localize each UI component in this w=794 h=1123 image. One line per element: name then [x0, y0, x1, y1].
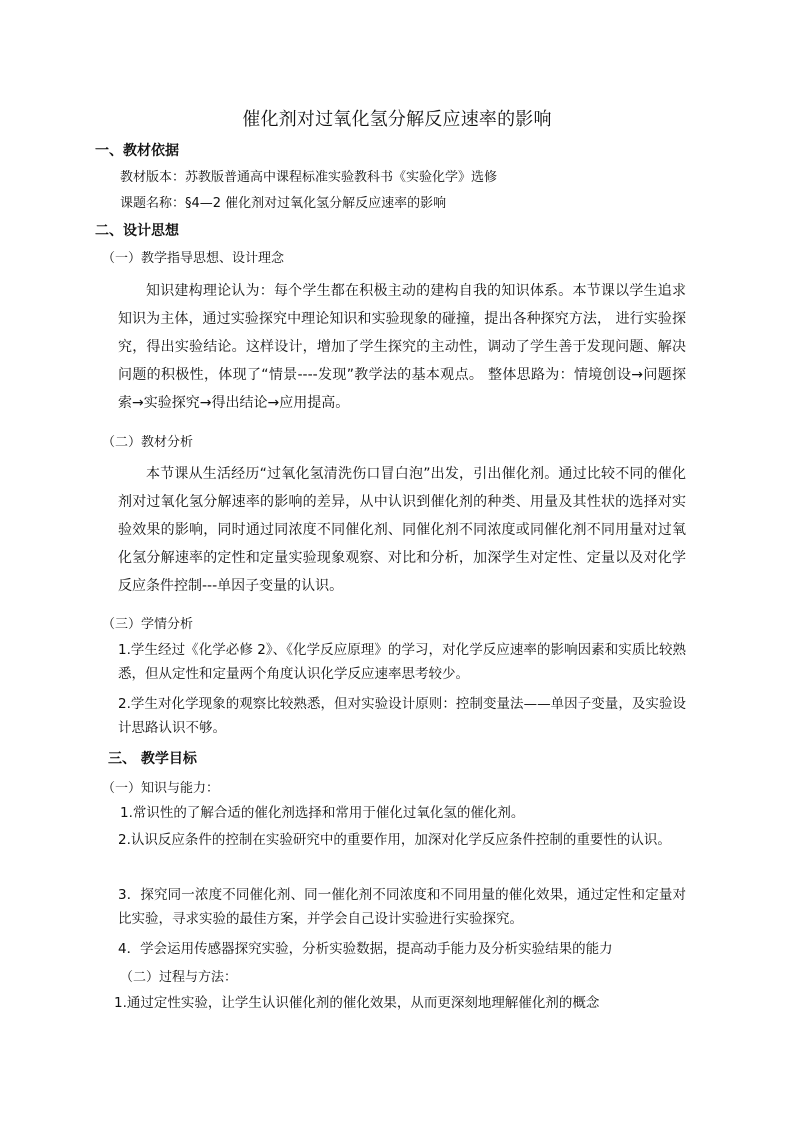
- knowledge-ability-item-1: 1.常识性的了解合适的催化剂选择和常用于催化过氧化氢的催化剂。: [120, 805, 525, 821]
- subsection-heading-process-method: （二）过程与方法：: [120, 970, 238, 985]
- knowledge-ability-item-4: 4．学会运用传感器探究实验，分析实验数据，提高动手能力及分析实验结果的能力: [118, 941, 613, 957]
- paragraph-design-philosophy: 知识建构理论认为：每个学生都在积极主动的建构自我的知识体系。本节课以学生追求知识为主体，通过实验探究中理论知识和实验现象的碰撞，提出各种探究方法， 进行实验探究，得出实验结论。这样设计，增加了学生探究的主动性，调动了学生善于发现问题、解决问题的积极性，体现了“情景----发现”教学法的基本观点。 整体思路为：情境创设→问题探索→实验探究→得出结论→应用提高。: [118, 283, 686, 411]
- subsection-heading-knowledge-ability: （一）知识与能力：: [102, 781, 220, 796]
- document-title: 催化剂对过氧化氢分解反应速率的影响: [242, 109, 552, 130]
- section-heading-1: 一、教材依据: [95, 143, 179, 159]
- paragraph-textbook-analysis: 本节课从生活经历“过氧化氢清洗伤口冒白泡”出发，引出催化剂。通过比较不同的催化剂对过氧化氢分解速率的影响的差异，从中认识到催化剂的种类、用量及其性状的选择对实验效果的影响，同时通过同浓度不同催化剂、同催化剂不同浓度或同催化剂不同用量对过氧化氢分解速率的定性和定量实验现象观察、对比和分析，加深学生对定性、定量以及对化学反应条件控制---单因子变量的认识。: [118, 466, 686, 594]
- subsection-heading-design-philosophy: （一）教学指导思想、设计理念: [102, 251, 285, 266]
- learner-analysis-item-2: 2.学生对化学现象的观察比较熟悉，但对实验设计原则：控制变量法——单因子变量，及实验设计思路认识不够。: [118, 696, 686, 736]
- section-heading-3: 三、 教学目标: [108, 751, 197, 767]
- textbook-version-line: 教材版本：苏教版普通高中课程标准实验教科书《实验化学》选修: [120, 170, 498, 185]
- process-method-item-1: 1.通过定性实验，让学生认识催化剂的催化效果，从而更深刻地理解催化剂的概念: [114, 995, 600, 1011]
- knowledge-ability-item-2: 2.认识反应条件的控制在实验研究中的重要作用，加深对化学反应条件控制的重要性的认识。: [118, 832, 671, 848]
- subsection-heading-textbook-analysis: （二）教材分析: [102, 435, 194, 450]
- knowledge-ability-item-3: 3．探究同一浓度不同催化剂、同一催化剂不同浓度和不同用量的催化效果，通过定性和定量对比实验，寻求实验的最佳方案，并学会自己设计实验进行实验探究。: [118, 887, 686, 927]
- lesson-name-line: 课题名称：§4—2 催化剂对过氧化氢分解反应速率的影响: [120, 196, 447, 211]
- section-heading-2: 二、设计思想: [95, 223, 179, 239]
- learner-analysis-item-1: 1.学生经过《化学必修 2》、《化学反应原理》的学习，对化学反应速率的影响因素和实质比较熟悉，但从定性和定量两个角度认识化学反应速率思考较少。: [118, 642, 686, 682]
- subsection-heading-learner-analysis: （三）学情分析: [102, 617, 194, 632]
